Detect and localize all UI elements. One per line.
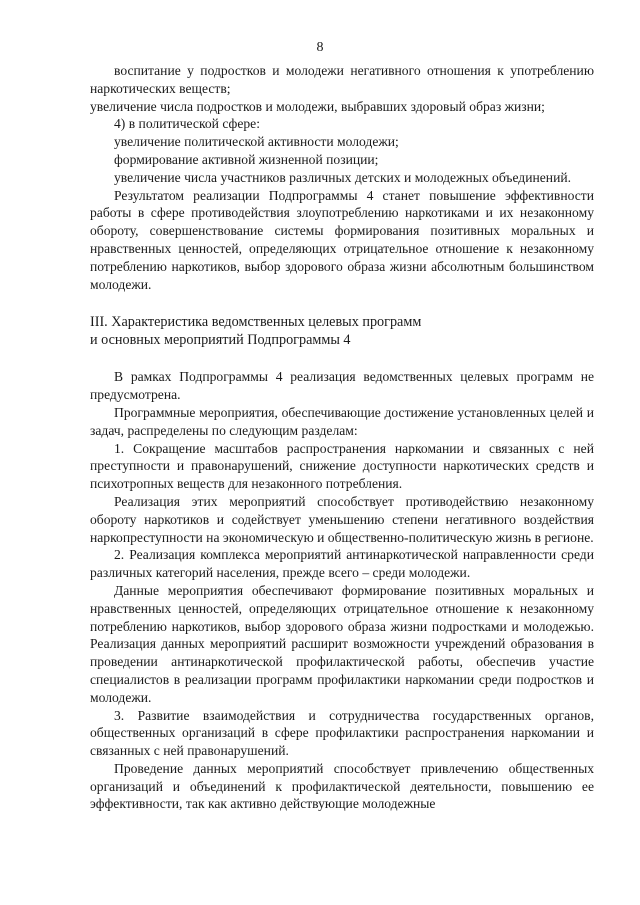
section-heading-line: III. Характеристика ведомственных целевых программ (90, 314, 422, 331)
paragraph: увеличение числа участников различных детских и молодежных объединений. (114, 169, 572, 185)
paragraph: увеличение политической активности молодежи; (114, 134, 399, 150)
paragraph: увеличение числа подростков и молодежи, выбравших здоровый образ жизни; (90, 98, 545, 114)
paragraph: 3. Развитие взаимодействия и сотрудничества государственных органов, общественных организаций в сфере профилактики распространения наркомании и связанных с ней правонарушений. (90, 707, 594, 759)
paragraph: воспитание у подростков и молодежи негативного отношения к употреблению наркотических веществ; (90, 63, 594, 96)
paragraph: формирование активной жизненной позиции; (114, 151, 379, 167)
paragraph: В рамках Подпрограммы 4 реализация ведомственных целевых программ не предусмотрена. (90, 369, 594, 403)
section-heading (90, 313, 594, 349)
section-heading-line: и основных мероприятий Подпрограммы 4 (90, 332, 351, 349)
paragraph: 2. Реализация комплекса мероприятий антинаркотической направленности среди различных категорий населения, прежде всего – среди молодежи. (90, 547, 594, 581)
paragraph: 4) в политической сфере: (114, 116, 260, 132)
paragraph: Результатом реализации Подпрограммы 4 станет повышение эффективности работы в сфере противодействия злоупотреблению наркотиками и их незаконному обороту, совершенствование системы формирования позитивных моральных и нравственных ценностей, определяющих отрицательное отношение к незаконному потреблению наркотиков, выбор здорового образа жизни абсолютным большинством молодежи. (90, 187, 594, 292)
document-body (90, 62, 594, 813)
paragraph: Программные мероприятия, обеспечивающие достижение установленных целей и задач, распределены по следующим разделам: (90, 404, 594, 438)
paragraph: Данные мероприятия обеспечивают формирование позитивных моральных и нравственных ценностей, определяющих отрицательное отношение к незаконному потреблению наркотиков, выбор здорового образа жизни подростками и молодежью. Реализация данных мероприятий расширит возможности учреждений образования в проведении антинаркотической профилактической работы, обеспечив участие специалистов в реализации программ профилактики наркомании среди подростков и молодежи. (90, 582, 594, 705)
page-number: 8 (316, 40, 324, 55)
paragraph: Проведение данных мероприятий способствует привлечению общественных организаций и объединений к профилактической деятельности, повышению ее эффективности, так как активно действующие молодежные (90, 760, 594, 812)
paragraph: Реализация этих мероприятий способствует противодействию незаконному обороту наркотиков и содействует уменьшению степени негативного воздействия наркопреступности на экономическую и общественно-политическую жизнь в регионе. (90, 493, 594, 545)
paragraph: 1. Сокращение масштабов распространения наркомании и связанных с ней преступности и правонарушений, снижение доступности наркотических средств и психотропных веществ для незаконного потребления. (90, 440, 594, 492)
